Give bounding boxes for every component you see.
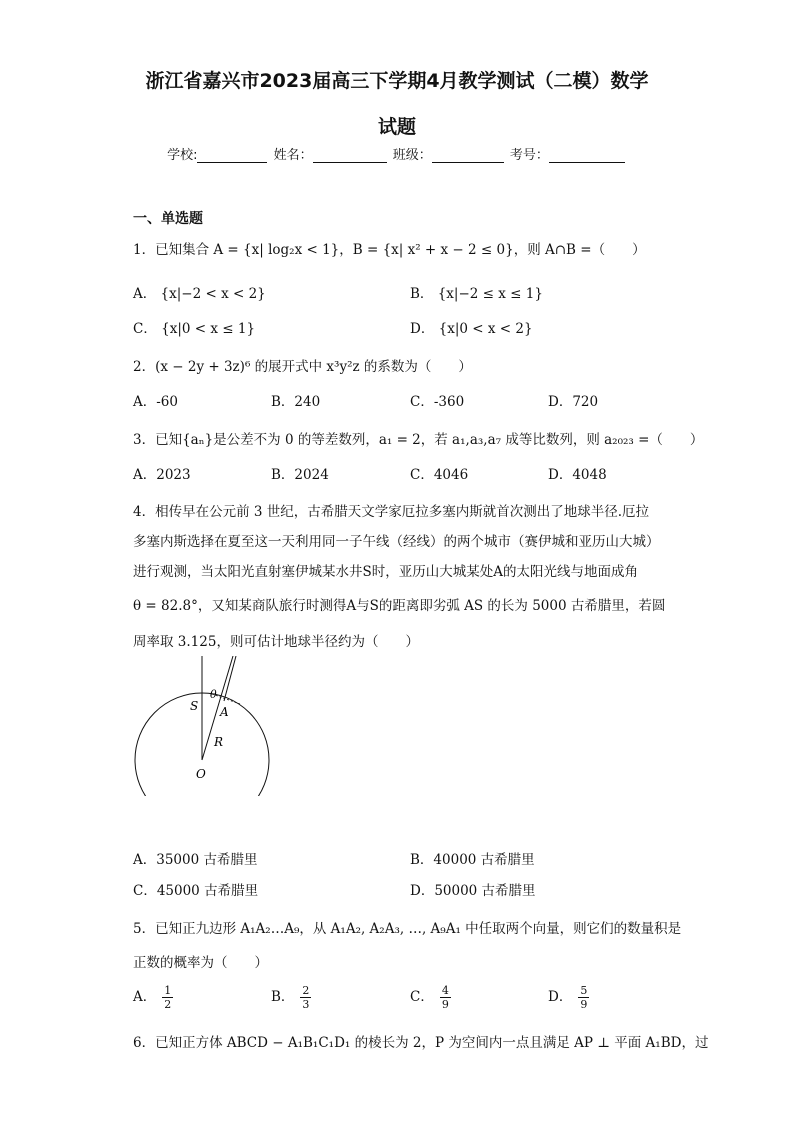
- earth-radius-figure: [128, 656, 278, 796]
- label-o: O: [196, 767, 206, 781]
- q4-option-d: D．50000 古希腊里: [410, 883, 536, 899]
- q3-option-a: A．2023: [133, 467, 191, 483]
- question-4-line-5: 周率取 3.125，则可估计地球半径约为（ ）: [133, 634, 419, 650]
- exam-no-label: 考号：: [509, 148, 549, 163]
- question-2: 2．(x − 2y + 3z)⁶ 的展开式中 x³y²z 的系数为（ ）: [133, 359, 472, 375]
- name-blank[interactable]: [313, 148, 387, 163]
- denominator: 9: [441, 998, 449, 1011]
- numerator: 2: [302, 984, 310, 997]
- q1-option-a: A． {x|−2 < x < 2}: [133, 286, 266, 302]
- label-s: S: [190, 699, 199, 713]
- q4-option-b: B．40000 古希腊里: [410, 852, 535, 868]
- numerator: 4: [441, 984, 449, 997]
- school-blank[interactable]: [197, 148, 267, 163]
- label-a: A: [220, 705, 229, 719]
- page-title: 浙江省嘉兴市2023届高三下学期4月教学测试（二模）数学: [145, 70, 649, 92]
- question-3: 3．已知{aₙ}是公差不为 0 的等差数列，a₁ = 2，若 a₁,a₃,a₇ 成等比数列，则 a₂₀₂₃ =（ ）: [133, 432, 704, 448]
- q2-option-d: D．720: [548, 394, 599, 410]
- q4-option-a: A．35000 古希腊里: [133, 852, 258, 868]
- q5-option-c-label: C．: [410, 989, 434, 1005]
- class-blank[interactable]: [432, 148, 504, 163]
- q3-option-c: C．4046: [410, 467, 469, 483]
- student-info-line: [0, 144, 794, 163]
- q1-option-c: C． {x|0 < x ≤ 1}: [133, 321, 256, 337]
- q5-option-a-fraction: [162, 984, 173, 1011]
- denominator: 9: [580, 998, 588, 1011]
- q2-option-b: B．240: [271, 394, 321, 410]
- q5-option-c-fraction: [440, 984, 451, 1011]
- question-6: 6．已知正方体 ABCD − A₁B₁C₁D₁ 的棱长为 2，P 为空间内一点且满足 AP ⊥ 平面 A₁BD，过: [133, 1035, 709, 1051]
- question-5-line-1: 5．已知正九边形 A₁A₂…A₉，从 A₁A₂, A₂A₃, …, A₉A₁ 中任取两个向量，则它们的数量积是: [133, 921, 682, 937]
- q1-option-d: D． {x|0 < x < 2}: [410, 321, 533, 337]
- q5-option-d: [548, 984, 589, 1011]
- numerator: 5: [580, 984, 588, 997]
- question-4-line-4: θ = 82.8°，又知某商队旅行时测得A与S的距离即劣弧 AS 的长为 5000 古希腊里，若圆: [133, 598, 666, 614]
- label-theta: θ: [210, 688, 217, 701]
- name-label: 姓名：: [273, 148, 313, 163]
- q3-option-d: D．4048: [548, 467, 607, 483]
- q4-option-c: C．45000 古希腊里: [133, 883, 259, 899]
- question-4-line-1: 4．相传早在公元前 3 世纪，古希腊天文学家厄拉多塞内斯就首次测出了地球半径.厄拉: [133, 504, 650, 520]
- q5-option-b-label: B．: [271, 989, 295, 1005]
- q1-option-b: B． {x|−2 ≤ x ≤ 1}: [410, 286, 543, 302]
- q5-option-b-fraction: [300, 984, 311, 1011]
- denominator: 3: [302, 998, 310, 1011]
- question-5-line-2: 正数的概率为（ ）: [133, 955, 268, 971]
- numerator: 1: [164, 984, 172, 997]
- q5-option-b: [271, 984, 311, 1011]
- q5-option-c: [410, 984, 451, 1011]
- denominator: 2: [164, 998, 172, 1011]
- question-1: 1．已知集合 A = {x| log₂x < 1}，B = {x| x² + x − 2 ≤ 0}，则 A∩B =（ ）: [133, 242, 646, 258]
- exam-no-blank[interactable]: [549, 148, 625, 163]
- q5-option-d-fraction: [578, 984, 589, 1011]
- class-label: 班级：: [392, 148, 432, 163]
- label-r: R: [214, 735, 224, 749]
- section-title: 一、单选题: [133, 211, 203, 227]
- q5-option-a-label: A．: [133, 989, 157, 1005]
- q2-option-a: A．-60: [133, 394, 178, 410]
- q5-option-a: [133, 984, 173, 1011]
- q2-option-c: C．-360: [410, 394, 465, 410]
- q5-option-d-label: D．: [548, 989, 573, 1005]
- school-label: 学校:: [167, 148, 198, 163]
- question-4-line-3: 进行观测，当太阳光直射塞伊城某水井S时，亚历山大城某处A的太阳光线与地面成角: [133, 564, 638, 580]
- question-4-line-2: 多塞内斯选择在夏至这一天利用同一子午线（经线）的两个城市（赛伊城和亚历山大城）: [133, 534, 660, 550]
- q3-option-b: B．2024: [271, 467, 329, 483]
- page-title-cont: 试题: [377, 116, 416, 138]
